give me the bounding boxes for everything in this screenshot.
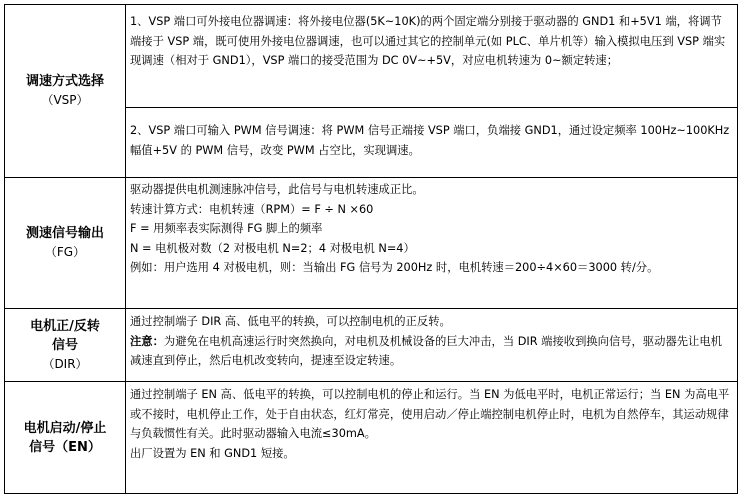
paragraph: 通过控制端子 DIR 高、低电平的转换，可以控制电机的正反转。 xyxy=(130,315,451,328)
spec-table xyxy=(4,4,738,494)
paragraph: 例如：用户选用 4 对极电机，则：当输出 FG 信号为 200Hz 时，电机转速＝200÷4×60＝3000 转/分。 xyxy=(130,261,659,274)
row-content-dir xyxy=(126,309,738,381)
paragraph: 1、VSP 端口可外接电位器调速：将外接电位器(5K~10K)的两个固定端分别接于驱动器的 GND1 和+5V1 端，将调节端接于 VSP 端，既可使用外接电位器调速，也可以通过其它的控制单元(如 PLC、单片机等）输入模拟电压到 VSP 端实现调速（相对于 GND1），VSP 端口的接受范围为 DC 0V~+5V，对应电机转速为 0~额定转速； xyxy=(130,15,726,67)
note-text: 为避免在电机高速运行时突然换向，对电机及机械设备的巨大冲击，当 DIR 端接收到换向信号，驱动器先让电机减速直到停止，然后电机改变转向，提速至设定转速。 xyxy=(130,334,722,367)
content-block xyxy=(126,382,737,466)
row-label-en xyxy=(5,382,126,493)
label-title-2: 信号（EN） xyxy=(29,439,101,455)
label-code: （VSP） xyxy=(41,93,89,107)
paragraph: 转速计算方式：电机转速（RPM）= F ÷ N ×60 xyxy=(130,202,374,216)
label-title: 调速方式选择 xyxy=(25,74,104,89)
paragraph: 2、VSP 端口可输入 PWM 信号调速：将 PWM 信号正端接 VSP 端口，负端接 GND1，通过设定频率 100Hz~100KHz 幅值+5V 的 PWM 信号，改变 PWM 占空比，实现调速。 xyxy=(130,124,730,157)
table-row-vsp xyxy=(5,5,738,178)
content-block xyxy=(126,107,737,176)
label-title-2: 信号 xyxy=(51,337,78,353)
note-label: 注意： xyxy=(130,334,164,348)
label-code: （FG） xyxy=(44,245,86,259)
paragraph: 出厂设置为 EN 和 GND1 短接。 xyxy=(130,446,295,460)
row-label-dir xyxy=(5,309,126,381)
row-content-vsp xyxy=(126,5,738,177)
paragraph: N = 电机极对数（2 对极电机 N=2；4 对极电机 N=4） xyxy=(130,241,415,255)
row-label-vsp xyxy=(5,5,126,177)
content-block xyxy=(126,178,737,281)
table-row-en xyxy=(5,382,738,494)
table-row-fg xyxy=(5,178,738,309)
paragraph: 通过控制端子 EN 高、低电平的转换，可以控制电机的停止和运行。当 EN 为低电平时，电机正常运行；当 EN 为高电平或不接时，电机停止工作，处于自由状态，红灯常亮，使用启动／停止端控制电机停止时，电机为自然停车，其运动规律与负载惯性有关。此时驱动器输入电流≤30mA。 xyxy=(130,388,730,440)
content-block xyxy=(126,5,737,107)
paragraph: 驱动器提供电机测速脉冲信号，此信号与电机转速成正比。 xyxy=(130,183,424,196)
label-title: 测速信号输出 xyxy=(25,226,104,241)
paragraph xyxy=(130,332,731,371)
table-row-dir xyxy=(5,309,738,382)
label-title: 电机启动/停止 xyxy=(23,420,107,436)
label-title: 电机正/反转 xyxy=(30,318,100,334)
row-content-en xyxy=(126,382,738,493)
row-content-fg xyxy=(126,178,738,308)
paragraph: F = 用频率表实际测得 FG 脚上的频率 xyxy=(130,222,323,235)
content-block xyxy=(126,309,737,374)
label-code: （DIR） xyxy=(42,356,88,371)
row-label-fg xyxy=(5,178,126,308)
